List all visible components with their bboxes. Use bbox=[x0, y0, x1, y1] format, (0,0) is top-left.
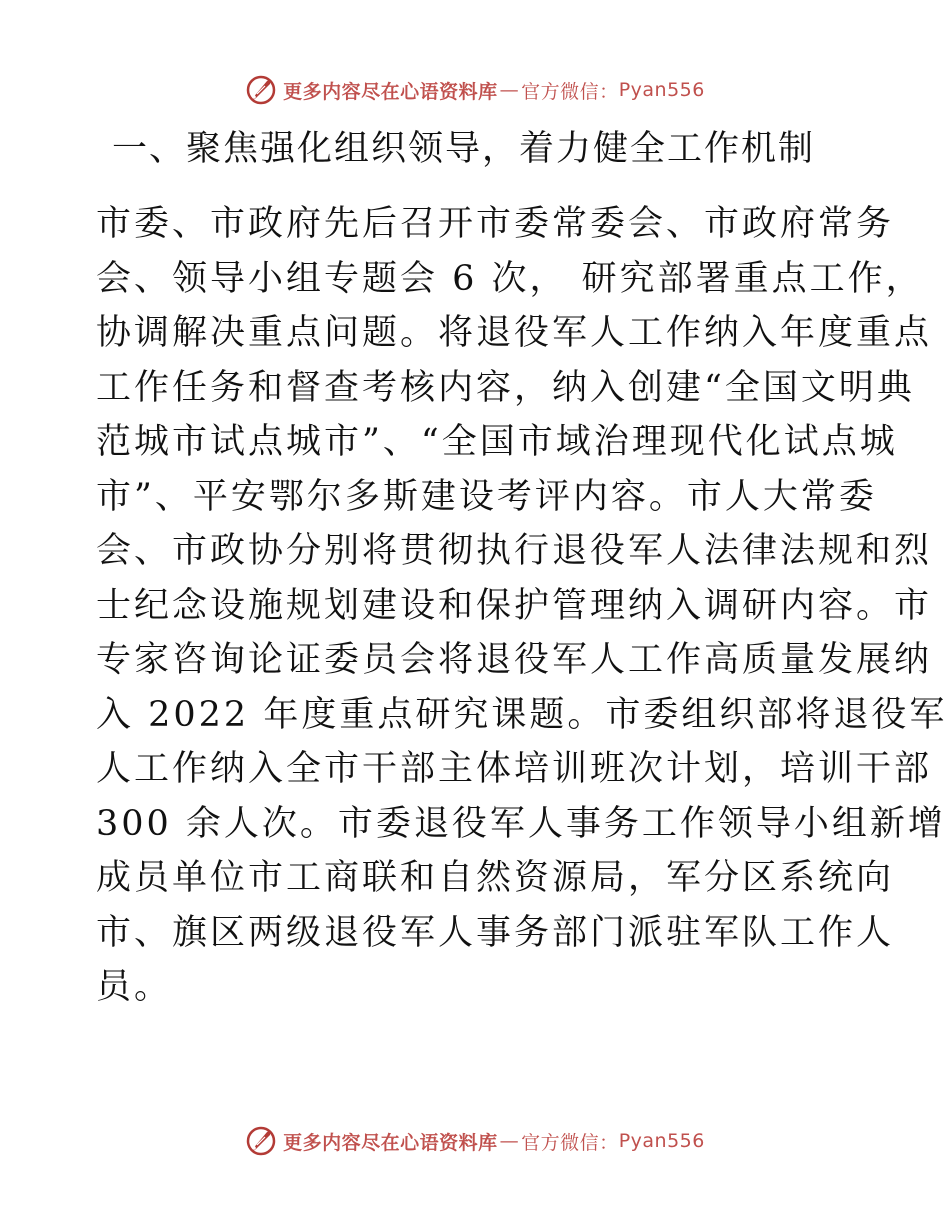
footer-banner bbox=[0, 1121, 950, 1161]
banner-separator: — bbox=[499, 1130, 520, 1152]
paragraph-line: 会、领导小组专题会 6 次， 研究部署重点工作， bbox=[96, 258, 924, 299]
paragraph-line: 会、市政协分别将贯彻执行退役军人法律法规和烈 bbox=[96, 531, 933, 571]
paragraph-line: 入 2022 年度重点研究课题。市委组织部将退役军 bbox=[96, 694, 948, 735]
banner-wechat-id: Pyan556 bbox=[618, 79, 705, 101]
paragraph-line: 市委、市政府先后召开市委常委会、市政府常务 bbox=[96, 204, 895, 244]
paragraph-line: 市、旗区两级退役军人事务部门派驻军队工作人 bbox=[96, 912, 895, 953]
banner-separator: — bbox=[499, 79, 520, 101]
paragraph-line: 专家咨询论证委员会将退役军人工作高质量发展纳 bbox=[96, 640, 933, 680]
banner-wechat-label: 官方微信： bbox=[521, 1131, 619, 1154]
quill-pen-logo-icon bbox=[245, 1125, 277, 1157]
banner-wechat-label: 官方微信： bbox=[521, 80, 619, 103]
paragraph-line: 成员单位市工商联和自然资源局，军分区系统向 bbox=[96, 858, 895, 898]
paragraph-line: 员。 bbox=[96, 967, 173, 1007]
banner-site-text: 更多内容尽在心语资料库 bbox=[283, 1131, 498, 1154]
paragraph-line: 士纪念设施规划建设和保护管理纳入调研内容。市 bbox=[96, 585, 933, 626]
banner-wechat-id: Pyan556 bbox=[618, 1130, 705, 1152]
section-heading: 一、聚焦强化组织领导，着力健全工作机制 bbox=[112, 129, 816, 169]
paragraph-line: 300 余人次。市委退役军人事务工作领导小组新增 bbox=[96, 803, 946, 844]
paragraph-line: 工作任务和督查考核内容，纳入创建“全国文明典 bbox=[96, 367, 915, 408]
paragraph-line: 协调解决重点问题。将退役军人工作纳入年度重点 bbox=[96, 313, 933, 353]
paragraph-line: 市”、平安鄂尔多斯建设考评内容。市人大常委 bbox=[96, 476, 877, 517]
banner-site-text: 更多内容尽在心语资料库 bbox=[283, 80, 498, 103]
header-banner bbox=[0, 70, 950, 110]
paragraph-line: 范城市试点城市”、“全国市域治理现代化试点城 bbox=[96, 422, 898, 462]
paragraph-line: 人工作纳入全市干部主体培训班次计划，培训干部 bbox=[96, 749, 933, 789]
body-paragraph bbox=[96, 197, 948, 1015]
quill-pen-logo-icon bbox=[245, 74, 277, 106]
